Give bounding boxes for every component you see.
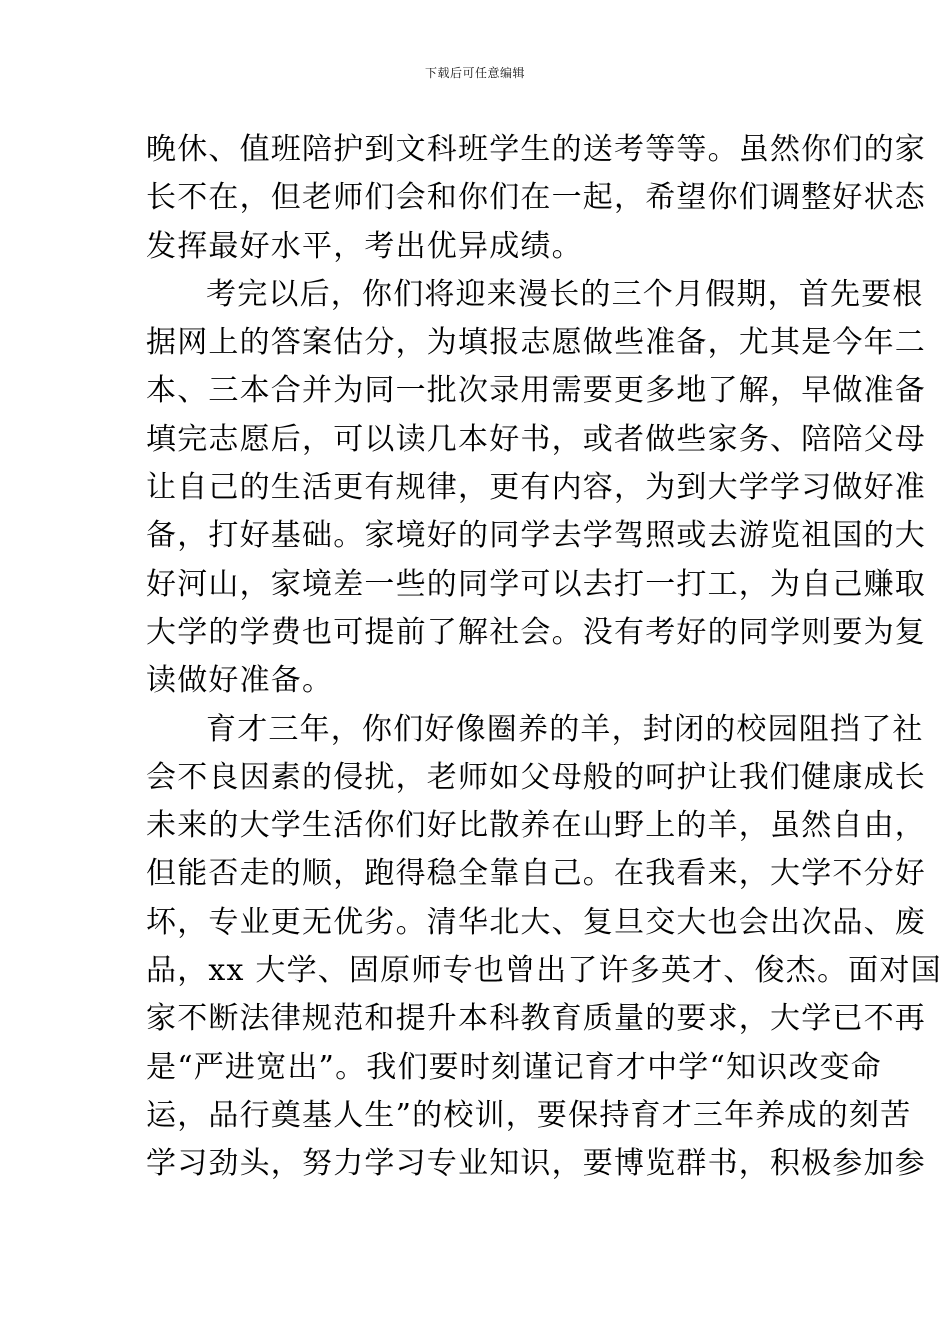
text-line: 读做好准备。 xyxy=(146,663,334,699)
paragraph-3 xyxy=(146,706,942,1189)
page-header-note: 下载后可任意编辑 xyxy=(424,66,525,80)
text-line: 坏，专业更无优劣。清华北大、复旦交大也会出次品、废 xyxy=(146,904,926,940)
text-line: 家不断法律规范和提升本科教育质量的要求，大学已不再 xyxy=(146,1001,926,1037)
paragraph-1 xyxy=(146,126,926,271)
text-line: 发挥最好水平，考出优异成绩。 xyxy=(146,228,583,264)
text-line: 运，品行奠基人生”的校训，要保持育才三年养成的刻苦 xyxy=(146,1097,912,1133)
text-line: 备，打好基础。家境好的同学去学驾照或去游览祖国的大 xyxy=(146,518,926,554)
text-line: 但能否走的顺，跑得稳全靠自己。在我看来，大学不分好 xyxy=(146,856,926,892)
text-line: 大学的学费也可提前了解社会。没有考好的同学则要为复 xyxy=(146,614,926,650)
text-line: 好河山，家境差一些的同学可以去打一打工，为自己赚取 xyxy=(146,566,926,602)
text-line: 晚休、值班陪护到文科班学生的送考等等。虽然你们的家 xyxy=(146,132,926,167)
text-line: 品，xx 大学、固原师专也曾出了许多英才、俊杰。面对国 xyxy=(146,953,942,989)
text-line: 让自己的生活更有规律，更有内容，为到大学学习做好准 xyxy=(146,470,926,506)
text-line: 长不在，但老师们会和你们在一起，希望你们调整好状态 xyxy=(146,180,926,216)
text-line: 考完以后，你们将迎来漫长的三个月假期，首先要根 xyxy=(206,276,924,312)
text-line: 是“严进宽出”。我们要时刻谨记育才中学“知识改变命 xyxy=(146,1049,883,1085)
document-body xyxy=(146,126,942,1189)
text-line: 育才三年，你们好像圈养的羊，封闭的校园阻挡了社 xyxy=(206,711,924,747)
text-line: 据网上的答案估分，为填报志愿做些准备，尤其是今年二 xyxy=(146,325,926,361)
text-line: 会不良因素的侵扰，老师如父母般的呵护让我们健康成长 xyxy=(146,759,926,795)
paragraph-2 xyxy=(146,271,926,706)
text-line: 未来的大学生活你们好比散养在山野上的羊，虽然自由， xyxy=(146,808,926,844)
text-line: 填完志愿后，可以读几本好书，或者做些家务、陪陪父母 xyxy=(146,421,926,457)
text-line: 学习劲头，努力学习专业知识，要博览群书，积极参加参 xyxy=(146,1146,926,1182)
text-line: 本、三本合并为同一批次录用需要更多地了解，早做准备 xyxy=(146,373,926,409)
